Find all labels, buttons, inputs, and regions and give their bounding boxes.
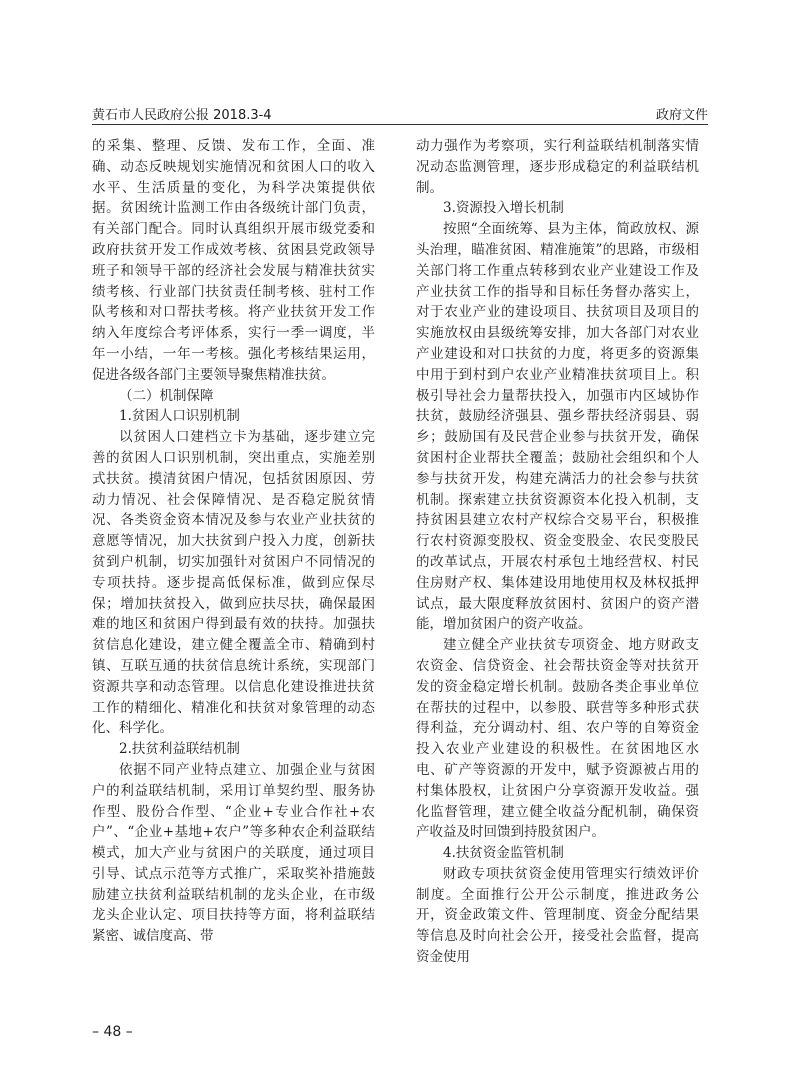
paragraph: 的采集、整理、反馈、发布工作，全面、准确、动态反映规划实施情况和贫困人口的收入水平、生活质量的变化，为科学决策提供依据。贫困统计监测工作由各级统计部门负责，有关部门配合。同时认真组织开展市级党委和政府扶贫开发工作成效考核、贫困县党政领导班子和领导干部的经济社会发展与精准扶贫实绩考核、行业部门扶贫责任制考核、驻村工作队考核和对口帮扶考核。将产业扶贫开发工作纳入年度综合考评体系，实行一季一调度，半年一小结，一年一考核。强化考核结果运用，促进各级各部门主要领导聚焦精准扶贫。: [92, 138, 375, 383]
subsection-heading: 4.扶贫资金监管机制: [443, 845, 564, 862]
paragraph: 以贫困人口建档立卡为基础，逐步建立完善的贫困人口识别机制，突出重点，实施差别式扶贫。摸清贫困户情况，包括贫困原因、劳动力情况、社会保障情况、是否稳定脱贫情况、各类资金资本情况及参与农业产业扶贫的意愿等情况，加大扶贫到户投入力度，创新扶贫到户机制，切实加强针对贫困户不同情况的专项扶持。逐步提高低保标准，做到应保尽保；增加扶贫投入，做到应扶尽扶，确保最困难的地区和贫困户得到最有效的扶持。加强扶贫信息化建设，建立健全覆盖全市、精确到村镇、互联互通的扶贫信息统计系统，实现部门资源共享和动态管理。以信息化建设推进扶贫工作的精细化、精准化和扶贫对象管理的动态化、科学化。: [92, 429, 375, 737]
paragraph: 动力强作为考察项，实行利益联结机制落实情况动态监测管理，逐步形成稳定的利益联结机制。: [416, 138, 699, 196]
publication-title: 黄石市人民政府公报 2018.3-4: [92, 108, 272, 123]
page-number: – 48 –: [92, 1024, 133, 1040]
subsection-heading: 3.资源投入增长机制: [443, 200, 564, 217]
running-header: [92, 100, 708, 124]
paragraph: 建立健全产业扶贫专项资金、地方财政支农资金、信贷资金、社会帮扶资金等对扶贫开发的资金稳定增长机制。鼓励各类企事业单位在帮扶的过程中，以参股、联营等多种形式获得利益，充分调动村、组、农户等的自筹资金投入农业产业建设的积极性。在贫困地区水电、矿产等资源的开发中，赋予资源被占用的村集体股权，让贫困户分享资源开发收益。强化监督管理，建立健全收益分配机制，确保资产收益及时回馈到持股贫困户。: [416, 637, 699, 841]
paragraph: 财政专项扶贫资金使用管理实行绩效评价制度。全面推行公开公示制度，推进政务公开，资金政策文件、管理制度、资金分配结果等信息及时向社会公开，接受社会监督，提高资金使用: [416, 865, 699, 966]
paragraph: 依据不同产业特点建立、加强企业与贫困户的利益联结机制，采用订单契约型、服务协作型、股份合作型、“企业+专业合作社+农户”、“企业+基地+农户”等多种农企利益联结模式，加大产业与贫困户的关联度，通过项目引导、试点示范等方式推广，采取奖补措施鼓励建立扶贫利益联结机制的龙头企业，在市级龙头企业认定、项目扶持等方面，将利益联结紧密、诚信度高、带: [92, 761, 375, 945]
section-name: 政府文件: [655, 108, 708, 123]
header-divider: [92, 124, 708, 125]
left-column: [92, 136, 375, 947]
right-column: [416, 136, 699, 968]
subsection-heading: 2.扶贫利益联结机制: [119, 741, 240, 758]
section-heading: （二）机制保障: [119, 387, 214, 404]
paragraph: 按照“全面统筹、县为主体，简政放权、源头治理，瞄准贫困、精准施策”的思路，市级相关部门将工作重点转移到农业产业建设工作及产业扶贫工作的指导和目标任务督办落实上，对于农业产业的建设项目、扶贫项目及项目的实施放权由县级统筹安排，加大各部门对农业产业建设和对口扶贫的力度，将更多的资源集中用于到村到户农业产业精准扶贫项目上。积极引导社会力量帮扶投入，加强市内区域协作扶贫，鼓励经济强县、强乡帮扶经济弱县、弱乡；鼓励国有及民营企业参与扶贫开发，确保贫困村企业帮扶全覆盖；鼓励社会组织和个人参与扶贫开发，构建充满活力的社会参与扶贫机制。探索建立扶贫资源资本化投入机制，支持贫困县建立农村产权综合交易平台，积极推行农村资源变股权、资金变股金、农民变股民的改革试点，开展农村承包土地经营权、村民住房财产权、集体建设用地使用权及林权抵押试点，最大限度释放贫困村、贫困户的资产潜能，增加贫困户的资产收益。: [416, 221, 699, 633]
subsection-heading: 1.贫困人口识别机制: [119, 408, 240, 425]
